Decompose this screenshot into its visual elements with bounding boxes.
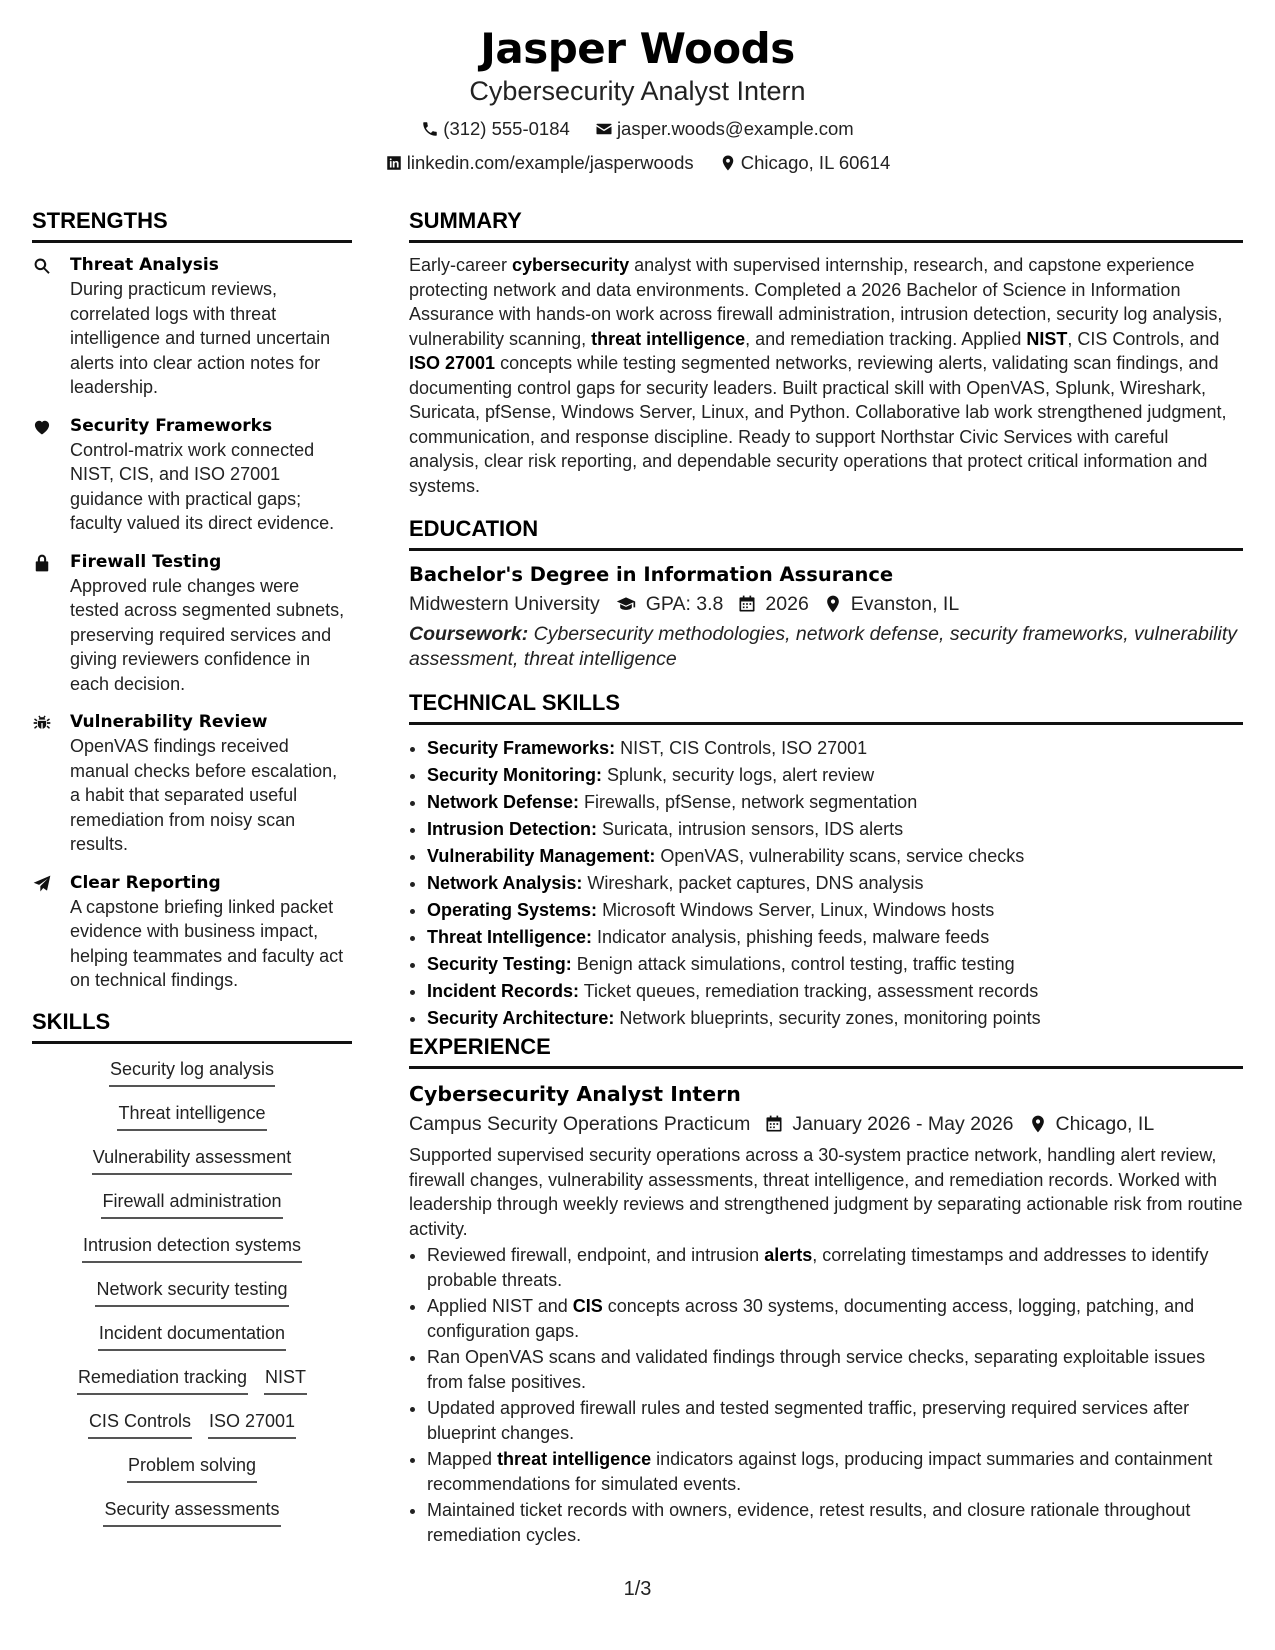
skill-tag: Security log analysis (109, 1056, 275, 1087)
strength-item (32, 871, 352, 993)
candidate-name: Jasper Woods (480, 24, 795, 73)
coursework (409, 622, 1243, 672)
strength-description: OpenVAS findings received manual checks before escalation, a habit that separated useful remediation from noisy scan results. (70, 736, 338, 854)
skill-row (32, 1056, 352, 1087)
experience-bullet: • Mapped threat intelligence indicators against logs, producing impact summaries and containment recommendations for simulated events. (427, 1447, 1243, 1496)
strength-item (32, 550, 352, 697)
degree-title: Bachelor's Degree in Information Assurance (409, 563, 894, 586)
education-meta (409, 589, 1243, 619)
heart-icon (32, 414, 70, 536)
job-dates-item (764, 1109, 1013, 1139)
gpa-text: GPA: 3.8 (645, 593, 724, 615)
skill-tag: NIST (264, 1364, 307, 1395)
edu-location-item (823, 589, 959, 619)
skill-tag: Incident documentation (98, 1320, 286, 1351)
skill-tag: Network security testing (95, 1276, 288, 1307)
search-icon (32, 253, 70, 400)
technical-skill-item: • Vulnerability Management: OpenVAS, vulnerability scans, service checks (427, 843, 1243, 870)
skill-row (32, 1320, 352, 1351)
strength-title: Vulnerability Review (70, 712, 268, 732)
job-dates: January 2026 - May 2026 (792, 1113, 1014, 1135)
strength-title: Firewall Testing (70, 551, 222, 572)
linkedin-icon (385, 154, 403, 172)
skill-tag: Vulnerability assessment (92, 1144, 292, 1175)
skills-heading: SKILLS (32, 1007, 352, 1044)
location-text: Chicago, IL 60614 (740, 152, 891, 173)
skill-row (32, 1408, 352, 1439)
skill-row (32, 1188, 352, 1219)
year-item (737, 589, 808, 619)
map-pin-icon (823, 594, 843, 614)
skills-list (32, 1054, 352, 1527)
contact-line-1 (0, 117, 1275, 144)
linkedin-text: linkedin.com/example/jasperwoods (406, 152, 694, 173)
strength-title: Clear Reporting (70, 872, 221, 893)
strength-description: During practicum reviews, correlated logs with threat intelligence and turned uncertain alerts into clear action notes for leadership. (70, 279, 331, 397)
summary-heading: SUMMARY (409, 206, 1243, 243)
skill-tag: Remediation tracking (77, 1364, 248, 1395)
skill-row (32, 1100, 352, 1131)
experience-bullet: • Ran OpenVAS scans and validated findings through service checks, separating exploitable issues from false positives. (427, 1345, 1243, 1394)
calendar-icon (764, 1114, 784, 1134)
email-text: jasper.woods@example.com (616, 118, 854, 139)
graduation-year: 2026 (765, 593, 809, 615)
technical-skill-item: • Intrusion Detection: Suricata, intrusion sensors, IDS alerts (427, 816, 1243, 843)
technical-skills-heading: TECHNICAL SKILLS (409, 688, 1243, 725)
job-title: Cybersecurity Analyst Intern (409, 1082, 741, 1106)
skill-tag: ISO 27001 (208, 1408, 296, 1439)
job-org: Campus Security Operations Practicum (409, 1113, 751, 1135)
technical-skill-item: • Security Testing: Benign attack simulations, control testing, traffic testing (427, 951, 1243, 978)
map-pin-icon (719, 154, 737, 172)
skill-tag: Problem solving (127, 1452, 257, 1483)
experience-heading: EXPERIENCE (409, 1032, 1243, 1069)
technical-skill-item: • Operating Systems: Microsoft Windows Server, Linux, Windows hosts (427, 897, 1243, 924)
envelope-icon (595, 120, 613, 138)
technical-skill-item: • Security Architecture: Network blueprints, security zones, monitoring points (427, 1005, 1243, 1032)
skill-row (32, 1364, 352, 1395)
phone-contact[interactable] (421, 117, 570, 141)
skill-row (32, 1276, 352, 1307)
summary-text: Early-career cybersecurity analyst with supervised internship, research, and capstone experience protecting network and data environments. Completed a 2026 Bachelor of Science in Information Assurance with hands-on work across firewall administration, intrusion detection, security log analysis, vulnerability scanning, threat intelligence, and remediation tracking. Applied NIST, CIS Controls, and ISO 27001 concepts while testing segmented networks, reviewing alerts, validating scan findings, and documenting control gaps for security leaders. Built practical skill with OpenVAS, Splunk, Wireshark, Suricata, pfSense, Windows Server, Linux, and Python. Collaborative lab work strengthened judgment, communication, and response discipline. Ready to support Northstar Civic Services with careful analysis, clear risk reporting, and dependable security operations that protect critical information and systems. (409, 255, 1227, 496)
job-location: Chicago, IL (1055, 1113, 1155, 1135)
technical-skill-item: • Security Monitoring: Splunk, security logs, alert review (427, 762, 1243, 789)
skill-row (32, 1496, 352, 1527)
experience-bullet: • Maintained ticket records with owners, evidence, retest results, and closure rationale throughout remediation cycles. (427, 1498, 1243, 1547)
strength-title: Security Frameworks (70, 415, 273, 436)
experience-bullet: • Updated approved firewall rules and tested segmented traffic, preserving required services after blueprint changes. (427, 1396, 1243, 1445)
map-pin-icon (1028, 1114, 1048, 1134)
strengths-heading: STRENGTHS (32, 206, 352, 243)
contact-line-2 (0, 151, 1275, 178)
bug-icon (32, 710, 70, 857)
skill-tag: CIS Controls (88, 1408, 192, 1439)
education-heading: EDUCATION (409, 514, 1243, 551)
experience-bullet: • Reviewed firewall, endpoint, and intrusion alerts, correlating timestamps and addresses to identify probable threats. (427, 1243, 1243, 1292)
skill-row (32, 1452, 352, 1483)
school-name: Midwestern University (409, 593, 600, 615)
technical-skill-item: • Network Analysis: Wireshark, packet captures, DNS analysis (427, 870, 1243, 897)
skill-tag: Security assessments (103, 1496, 280, 1527)
technical-skill-item: • Network Defense: Firewalls, pfSense, network segmentation (427, 789, 1243, 816)
linkedin-contact[interactable] (385, 151, 694, 175)
phone-icon (421, 120, 439, 138)
technical-skill-item: • Incident Records: Ticket queues, remediation tracking, assessment records (427, 978, 1243, 1005)
strength-description: Control-matrix work connected NIST, CIS, and ISO 27001 guidance with practical gaps; faculty valued its direct evidence. (70, 439, 335, 533)
skill-tag: Threat intelligence (117, 1100, 266, 1131)
strength-title: Threat Analysis (70, 255, 219, 275)
coursework-text: Cybersecurity methodologies, network defense, security frameworks, vulnerability assessment, threat intelligence (409, 623, 1238, 670)
edu-location-text: Evanston, IL (850, 593, 960, 615)
experience-bullet: • Applied NIST and CIS concepts across 30 systems, documenting access, logging, patching, and configuration gaps. (427, 1294, 1243, 1343)
technical-skills-list (409, 735, 1243, 1032)
calendar-icon (737, 594, 757, 614)
graduation-cap-icon (614, 594, 638, 614)
page-number: 1/3 (623, 1578, 652, 1600)
skill-tag: Firewall administration (101, 1188, 282, 1219)
job-location-item (1028, 1109, 1155, 1139)
technical-skill-item: • Security Frameworks: NIST, CIS Controls, ISO 27001 (427, 735, 1243, 762)
email-contact[interactable] (595, 117, 854, 141)
technical-skill-item: • Threat Intelligence: Indicator analysis, phishing feeds, malware feeds (427, 924, 1243, 951)
right-column (409, 206, 1243, 1547)
left-column (32, 206, 352, 1540)
candidate-role: Cybersecurity Analyst Intern (469, 76, 806, 106)
strength-description: A capstone briefing linked packet evidence with business impact, helping teammates and faculty act on technical findings. (70, 896, 344, 990)
experience-bullets (409, 1243, 1243, 1547)
job-description: Supported supervised security operations across a 30-system practice network, handling alert review, firewall changes, vulnerability assessments, threat intelligence, and remediation records. Worked with leadership through weekly reviews and strengthened judgment by separating actionable risk from routine activity. (409, 1145, 1243, 1239)
skill-row (32, 1144, 352, 1175)
location-contact (719, 151, 890, 175)
paper-plane-icon (32, 871, 70, 993)
skill-tag: Intrusion detection systems (82, 1232, 302, 1263)
strengths-list (32, 253, 352, 993)
gpa-item (614, 589, 724, 619)
skill-row (32, 1232, 352, 1263)
strength-item (32, 414, 352, 536)
job-meta (409, 1109, 1243, 1139)
resume-header (0, 22, 1275, 178)
lock-icon (32, 550, 70, 697)
strength-item (32, 253, 352, 400)
phone-text: (312) 555-0184 (443, 118, 570, 139)
strength-item (32, 710, 352, 857)
strength-description: Approved rule changes were tested across segmented subnets, preserving required services and giving reviewers confidence in each decision. (70, 575, 345, 694)
coursework-label: Coursework: (409, 623, 529, 645)
